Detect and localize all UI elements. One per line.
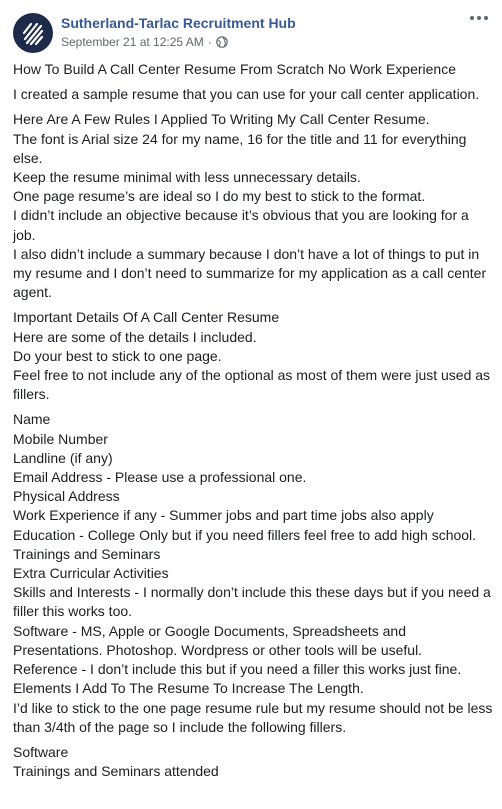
globe-icon[interactable] (216, 36, 228, 48)
text-line: Here are some of the details I included. (13, 328, 257, 345)
text-line: Landline (if any) (13, 449, 113, 466)
text-line: Physical Address (13, 488, 120, 505)
text-line: Name (13, 411, 51, 428)
post-title: How To Build A Call Center Resume From Scratch No Work Experience (13, 61, 456, 77)
text-line: One page resume’s are ideal so I do my best to stick to the format. (13, 188, 426, 205)
text-line: I’d like to stick to the one page resume rule but my resume should not be less than 3/4th of the page so I include the following fillers. (13, 699, 493, 735)
paragraph-fillers (13, 743, 493, 781)
text-line: Do your best to stick to one page. (13, 347, 222, 364)
text-line: Mobile Number (13, 430, 108, 447)
text-line: Extra Curricular Activities (13, 565, 169, 582)
paragraph-rules (13, 110, 493, 302)
post-body (13, 60, 493, 787)
text-line: The font is Arial size 24 for my name, 16 for the title and 11 for everything else. (13, 130, 467, 166)
text-line: I created a sample resume that you can use for your call center application. (13, 86, 480, 103)
text-line: Feel free to not include any of the optional as most of them were just used as fillers. (13, 367, 491, 403)
page-name-link[interactable]: Sutherland-Tarlac Recruitment Hub (61, 15, 296, 31)
post-title-paragraph (13, 60, 493, 79)
brand-logo-icon (13, 13, 53, 53)
paragraph-intro (13, 85, 493, 104)
text-line: Keep the resume minimal with less unnecessary details. (13, 169, 361, 186)
text-line: Work Experience if any - Summer jobs and part time jobs also apply (13, 507, 434, 524)
post-timestamp[interactable]: September 21 at 12:25 AM (61, 35, 204, 49)
paragraph-resume-items (13, 410, 493, 736)
text-line: Trainings and Seminars attended (13, 763, 219, 780)
text-line: I also didn’t include a summary because I don’t have a lot of things to put in my resume and I don’t need to summarize for my application as a call center agent. (13, 245, 487, 301)
more-options-icon[interactable] (466, 8, 492, 28)
text-line: Here Are A Few Rules I Applied To Writing My Call Center Resume. (13, 111, 430, 128)
meta-separator: · (207, 35, 212, 49)
text-line: Software (13, 743, 69, 760)
text-line: I didn’t include an objective because it’s obvious that you are looking for a job. (13, 207, 469, 243)
text-line: Skills and Interests - I normally don’t include this these days but if you need a filler this works too. (13, 584, 491, 620)
post-meta (61, 35, 228, 49)
text-line: Reference - I don’t include this but if you need a filler this works just fine. (13, 661, 462, 678)
text-line: Elements I Add To The Resume To Increase The Length. (13, 680, 364, 697)
post-header (0, 0, 502, 58)
text-line: Trainings and Seminars (13, 545, 161, 562)
text-line: Email Address - Please use a professional one. (13, 469, 307, 486)
page-avatar[interactable] (13, 13, 53, 53)
text-line: Important Details Of A Call Center Resume (13, 309, 280, 326)
paragraph-details (13, 308, 493, 404)
text-line: Software - MS, Apple or Google Documents, Spreadsheets and Presentations. Photoshop. Wordpress or other tools will be useful. (13, 622, 423, 658)
text-line: Education - College Only but if you need fillers feel free to add high school. (13, 526, 477, 543)
